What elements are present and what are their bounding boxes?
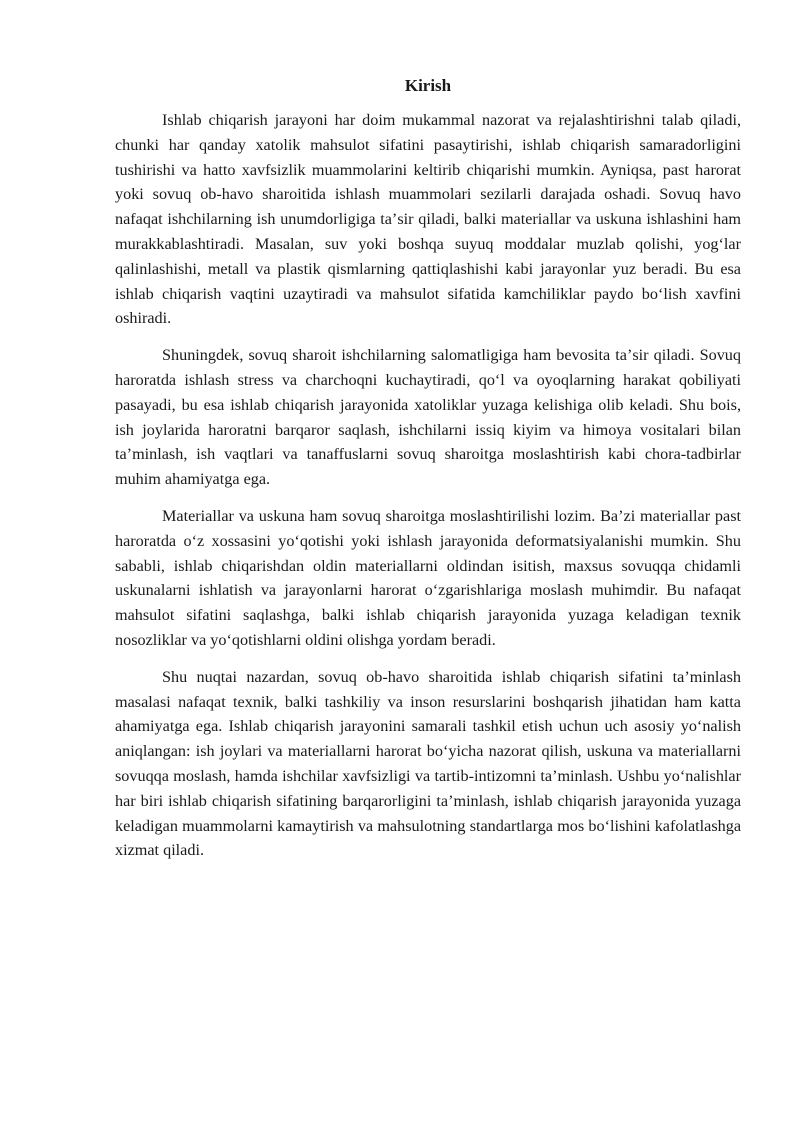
paragraph-4: Shu nuqtai nazardan, sovuq ob-havo sharoitida ishlab chiqarish sifatini taʼminlash masalasi nafaqat texnik, balki tashkiliy va inson resurslarini boshqarish jihatidan ham katta ahamiyatga ega. Ishlab chiqarish jarayonini samarali tashkil etish uchun uch asosiy yoʻnalish aniqlangan: ish joylari va materiallarni harorat boʻyicha nazorat qilish, uskuna va materiallarni sovuqqa moslash, hamda ishchilar xavfsizligi va tartib-intizomni taʼminlash. Ushbu yoʻnalishlar har biri ishlab chiqarish sifatining barqarorligini taʼminlash, ishlab chiqarish jarayonida yuzaga keladigan muammolarni kamaytirish va mahsulotning standartlarga mos boʻlishini kafolatlashga xizmat qiladi. [115,667,741,860]
paragraph-3: Materiallar va uskuna ham sovuq sharoitga moslashtirilishi lozim. Baʼzi materiallar past haroratda oʻz xossasini yoʻqotishi yoki ishlash jarayonida deformatsiyalanishi mumkin. Shu sababli, ishlab chiqarishdan oldin materiallarni oldindan isitish, maxsus sovuqqa chidamli uskunalarni ishlatish va jarayonlarni harorat oʻzgarishlariga moslash muhimdir. Bu nafaqat mahsulot sifatini saqlashga, balki ishlab chiqarish jarayonida yuzaga keladigan texnik nosozliklar va yoʻqotishlarni oldini olishga yordam beradi. [115,506,741,649]
paragraph-1: Ishlab chiqarish jarayoni har doim mukammal nazorat va rejalashtirishni talab qiladi, chunki har qanday xatolik mahsulot sifatini pasaytirishi, ishlab chiqarish samaradorligini tushirishi va hatto xavfsizlik muammolarini keltirib chiqarishi mumkin. Ayniqsa, past harorat yoki sovuq ob-havo sharoitida ishlash muammolari sezilarli darajada oshadi. Sovuq havo nafaqat ishchilarning ish unumdorligiga taʼsir qiladi, balki materiallar va uskuna ishlashini ham murakkablashtiradi. Masalan, suv yoki boshqa suyuq moddalar muzlab qolishi, yogʻlar qalinlashishi, metall va plastik qismlarning qattiqlashishi kabi jarayonlar yuz beradi. Bu esa ishlab chiqarish vaqtini uzaytiradi va mahsulot sifatida kamchiliklar paydo boʻlish xavfini oshiradi. [115,111,741,328]
page-title: Kirish [404,76,452,95]
paragraph-2: Shuningdek, sovuq sharoit ishchilarning salomatligiga ham bevosita taʼsir qiladi. Sovuq haroratda ishlash stress va charchoqni kuchaytiradi, qoʻl va oyoqlarning harakat qobiliyati pasayadi, bu esa ishlab chiqarish jarayonida xatoliklar yuzaga kelishiga olib keladi. Shu bois, ish joylarida haroratni barqaror saqlash, ishchilarni issiq kiyim va himoya vositalari bilan taʼminlash, ish vaqtlari va tanaffuslarni sovuq sharoitga moslashtirish kabi chora-tadbirlar muhim ahamiyatga ega. [115,346,741,489]
document-page [115,74,741,875]
